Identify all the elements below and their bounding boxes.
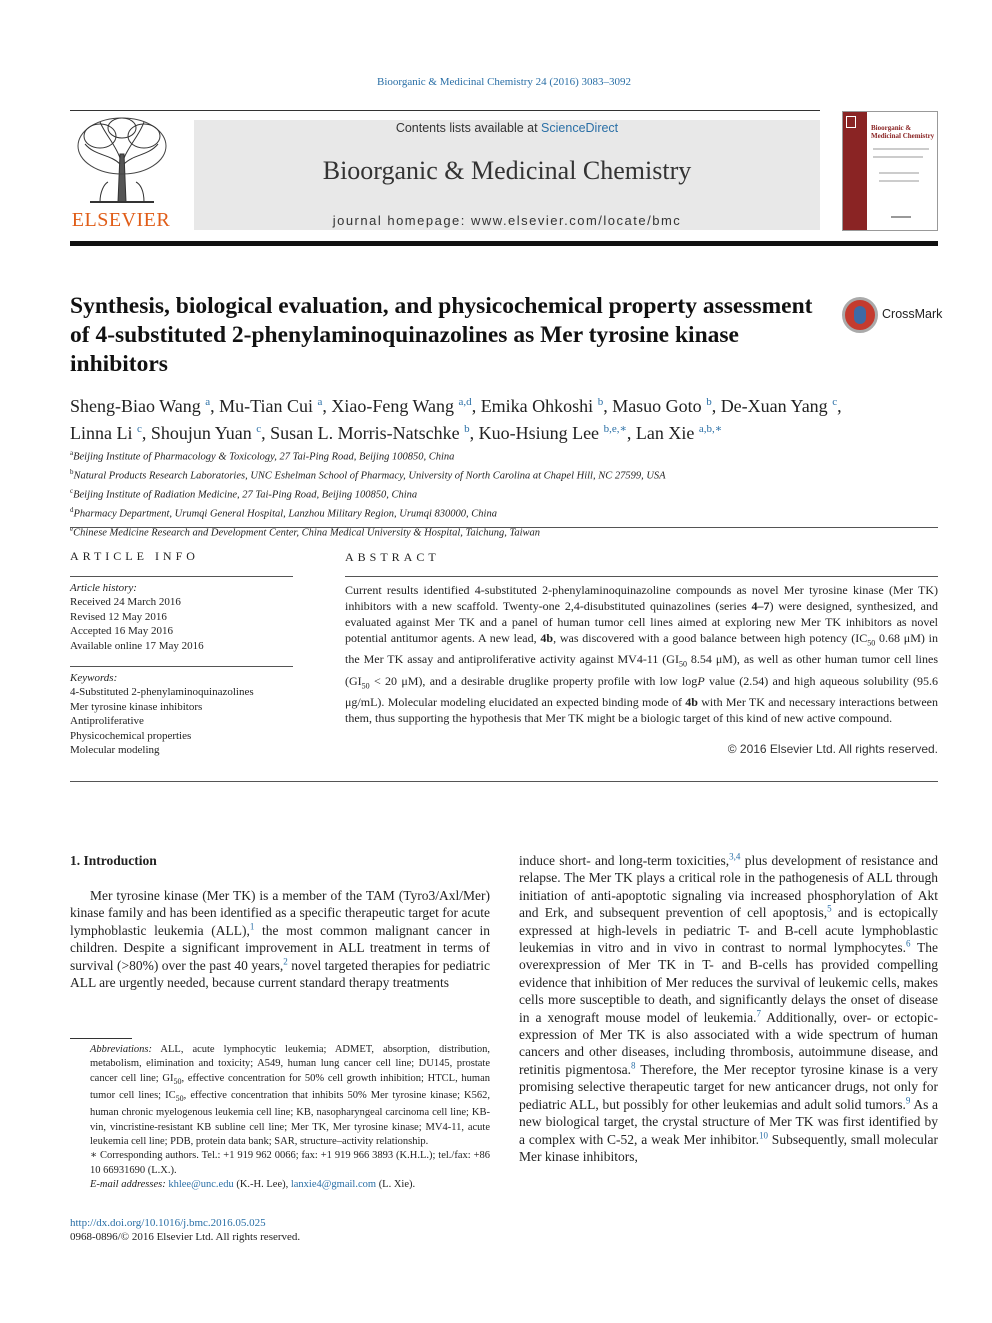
section-rule — [70, 527, 938, 528]
reference-link[interactable]: 1 — [249, 921, 255, 932]
author-affiliation-marker[interactable]: a,b,∗ — [698, 423, 723, 435]
introduction-heading: 1. Introduction — [70, 853, 157, 868]
author-separator: , — [711, 396, 721, 416]
author-name[interactable]: Emika Ohkoshi — [480, 396, 594, 416]
author-name[interactable]: Sheng-Biao Wang — [70, 396, 201, 416]
affiliation-text: Chinese Medicine Research and Development Center, China Medical University & Hospital, Taichung, Taiwan — [73, 527, 541, 539]
header-thick-rule — [70, 241, 938, 246]
elsevier-wordmark: ELSEVIER — [71, 209, 171, 231]
cover-line — [873, 148, 929, 150]
keyword-item: Antiproliferative — [70, 715, 144, 728]
author-name[interactable]: Linna Li — [70, 423, 133, 443]
reference-link[interactable]: 6 — [905, 938, 911, 949]
author-name[interactable]: Shoujun Yuan — [150, 423, 252, 443]
article-info-heading: ARTICLE INFO — [70, 549, 199, 563]
history-label: Article history: — [70, 582, 137, 594]
author-affiliation-marker[interactable]: c — [256, 423, 262, 435]
cover-line — [891, 216, 911, 218]
author-affiliation-marker[interactable]: a — [205, 396, 211, 408]
intro-left-column: Mer tyrosine kinase (Mer TK) is a member of the TAM (Tyro3/Axl/Mer) kinase family and has been identified as a specific therapeutic target for acute lymphoblastic leukemia (ALL),$^1$ the most common malignant cancer in children. Despite a significant improvement in ALL treatment in terms of survival (>80%) over the past 40 years,$^2$ novel targeted therapies for pediatric ALL are urgently needed, because current standard therapy treatments — [70, 888, 490, 991]
contents-line — [194, 121, 820, 135]
keyword-item: Physicochemical properties — [70, 729, 192, 742]
journal-banner — [194, 120, 820, 230]
affiliation-key: e — [70, 524, 74, 533]
author-name[interactable]: Masuo Goto — [612, 396, 702, 416]
intro-right-column: induce short- and long-term toxicities,$^{3,4}$ plus development of resistance and relapse. The Mer TK plays a critical role in the pathogenesis of ALL through initiation of anti-apoptotic signaling via increased phosphorylation of Akt and Erk, and subsequent prevention of cell apoptosis,$^5$ and is ectopically expressed at high-levels in pediatric T- and B-cell acute lymphoblastic leukemias in vitro and in vivo in contrast to normal lymphocytes.$^6$ The overexpression of Mer TK in T- and B-cells has provided compelling evidence that inhibition of Mer reduces the survival of leukemic cells, makes cells more susceptible to death, and significantly delays the onset of disease in a xenograft mouse model of leukemia.$^7$ Additionally, over- or ectopic-expression of Mer TK is also associated with a wide spectrum of human cancers and other diseases, including thrombosis, autoimmune disease, and retinitis pigmentosa.$^8$ Therefore, the Mer receptor tyrosine kinase is a very promising selective therapeutic target for new anticancer drugs, not only for pediatric ALL, but possibly for other leukemias and adult solid tumors.$^9$ As a new biological target, the crystal structure of Mer TK was first identified by a complex with C-52, a weak Mer inhibitor.$^{10}$ Subsequently, small molecular Mer kinase inhibitors, — [519, 851, 939, 1164]
author-name[interactable]: Mu-Tian Cui — [219, 396, 313, 416]
history-item: Accepted 16 May 2016 — [70, 625, 173, 638]
journal-title: Bioorganic & Medicinal Chemistry — [322, 156, 692, 185]
cover-line — [879, 180, 919, 182]
footnotes — [70, 1043, 490, 1192]
affiliation-item — [70, 465, 940, 484]
email-footnote: E-mail addresses: khlee@unc.edu (K.-H. Lee), lanxie4@gmail.com (L. Xie). — [90, 1178, 416, 1190]
tree-icon — [70, 114, 172, 206]
crossmark-badge[interactable] — [842, 297, 942, 333]
email-link[interactable]: lanxie4@gmail.com — [290, 1178, 377, 1190]
history-item: Available online 17 May 2016 — [70, 639, 204, 652]
article-info-rule — [70, 576, 293, 577]
affiliation-text: Pharmacy Department, Urumqi General Hospital, Lanzhou Military Region, Urumqi 830000, China — [73, 508, 497, 520]
author-affiliation-marker[interactable]: b — [706, 396, 712, 408]
cover-line — [873, 156, 923, 158]
article-history — [70, 581, 293, 653]
abbreviations-footnote: Abbreviations: ALL, acute lymphocytic leukemia; ADMET, absorption, distribution, metabolism, elimination and toxicity; A549, human lung cancer cell line; DU145, prostate cancer cell line; $GI_{50}$, effective concentration for 50% cell growth inhibition; HTCL, human tumor cell lines; $IC_{50}$, effective concentration that inhibits 50% Mer tyrosine kinase; K562, human chronic myelogenous leukemia cell line; KB, nasopharyngeal carcinoma cell line; KB-vin, vincristine-resistant KB subline cell line; Mer TK, Mer tyrosine kinase; MV4-11, acute leukemia cell line; PDB, protein data bank; SAR, structure–activity relationship. — [90, 1044, 490, 1147]
reference-link[interactable]: 5 — [827, 903, 832, 914]
affiliation-key: d — [70, 505, 74, 514]
author-separator: , — [261, 423, 271, 443]
keyword-item: Mer tyrosine kinase inhibitors — [70, 700, 203, 713]
author-separator: , — [322, 396, 332, 416]
reference-link[interactable]: 8 — [630, 1060, 636, 1071]
affiliation-key: b — [70, 467, 74, 476]
abstract-copyright: © 2016 Elsevier Ltd. All rights reserved. — [727, 742, 938, 756]
author-affiliation-marker[interactable]: a,d — [458, 396, 472, 408]
reference-link[interactable]: 2 — [283, 956, 288, 967]
author-name[interactable]: De-Xuan Yang — [720, 396, 828, 416]
keywords-label: Keywords: — [70, 672, 118, 684]
article-title: Synthesis, biological evaluation, and physicochemical property assessment of 4-substituted 2-phenylaminoquinazolines as Mer tyrosine kinase inhibitors — [70, 293, 813, 377]
crossmark-icon — [842, 297, 878, 333]
affiliation-item — [70, 484, 940, 503]
journal-homepage-link[interactable]: journal homepage: www.elsevier.com/locate/bmc — [332, 213, 682, 228]
journal-cover-thumbnail[interactable] — [842, 111, 938, 231]
affiliation-key: c — [70, 486, 74, 495]
author-name[interactable]: Lan Xie — [635, 423, 695, 443]
cover-logo-icon — [846, 116, 856, 128]
keyword-item: Molecular modeling — [70, 744, 160, 757]
crossmark-icon-inner — [854, 306, 866, 324]
affiliation-text: Natural Products Research Laboratories, UNC Eshelman School of Pharmacy, University of North Carolina at Chapel Hill, NC 27599, USA — [73, 470, 666, 482]
author-list — [70, 391, 940, 445]
affiliation-text: Beijing Institute of Pharmacology & Toxicology, 27 Tai-Ping Road, Beijing 100850, China — [73, 451, 455, 463]
article-info-rule — [70, 666, 293, 667]
abstract-text: Current results identified 4-substituted 2-phenylaminoquinazoline compounds as novel Mer tyrosine kinase (Mer TK) inhibitors with a new scaffold. Twenty-one 2,4-disubstituted quinazolines (series 4–7) were designed, synthesized, and evaluated against Mer TK and a panel of human tumor cell lines aimed at exploring new Mer TK inhibitors as novel potential antitumor agents. A new lead, 4b, was discovered with a good balance between high potency ($IC_{50}$ 0.68 μM) in the Mer TK assay and antiproliferative activity against MV4-11 ($GI_{50}$ 8.54 μM), as well as other human tumor cell lines ($GI_{50} < 20$ μM), and a desirable druglike property profile with low logP value (2.54) and high aqueous solubility (95.6 μg/mL). Molecular modeling elucidated an expected binding mode of 4b with Mer TK and necessary interactions between them, thus supporting the hypothesis that Mer TK might be a biologic target of this kind of new active compound. — [345, 583, 939, 726]
history-item: Received 24 March 2016 — [70, 596, 181, 609]
reference-link[interactable]: 3,4 — [729, 851, 741, 862]
reference-link[interactable]: 7 — [756, 1008, 761, 1019]
affiliation-item — [70, 503, 940, 522]
author-separator: , — [626, 423, 636, 443]
cover-line — [879, 172, 919, 174]
affiliation-text: Beijing Institute of Radiation Medicine, 27 Tai-Ping Road, Beijing 100850, China — [73, 489, 418, 501]
footnote-rule — [70, 1038, 132, 1039]
author-affiliation-marker[interactable]: c — [832, 396, 838, 408]
author-separator: , — [210, 396, 220, 416]
reference-link[interactable]: 10 — [758, 1130, 768, 1140]
history-item: Revised 12 May 2016 — [70, 610, 167, 623]
author-affiliation-marker[interactable]: c — [136, 423, 142, 435]
affiliation-key: a — [70, 449, 74, 457]
sciencedirect-link[interactable]: ScienceDirect — [541, 121, 619, 135]
author-name[interactable]: Kuo-Hsiung Lee — [478, 423, 600, 443]
cover-spine — [843, 112, 867, 230]
author-affiliation-marker[interactable]: b — [597, 396, 604, 408]
elsevier-logo[interactable] — [70, 114, 172, 232]
email-link[interactable]: khlee@unc.edu — [168, 1178, 234, 1190]
author-separator: , — [603, 396, 613, 416]
reference-link[interactable]: 9 — [905, 1095, 911, 1106]
doi-link[interactable]: http://dx.doi.org/10.1016/j.bmc.2016.05.025 — [70, 1217, 266, 1229]
abstract-rule — [345, 576, 938, 577]
journal-citation[interactable]: Bioorganic & Medicinal Chemistry 24 (2016) 3083–3092 — [377, 76, 631, 88]
author-name[interactable]: Susan L. Morris-Natschke — [270, 423, 460, 443]
author-affiliation-marker[interactable]: b,e,∗ — [603, 423, 627, 435]
section-rule — [70, 781, 938, 782]
abstract-heading: ABSTRACT — [345, 550, 440, 564]
header-rule — [70, 110, 820, 111]
crossmark-label: CrossMark — [882, 307, 943, 321]
keywords — [70, 671, 293, 757]
author-separator: , — [471, 396, 481, 416]
affiliation-item — [70, 446, 940, 465]
contents-prefix: Contents lists available at — [395, 121, 542, 135]
author-name[interactable]: Xiao-Feng Wang — [331, 396, 455, 416]
affiliation-item — [70, 522, 940, 541]
author-separator: , — [141, 423, 151, 443]
author-affiliation-marker[interactable]: a — [317, 396, 323, 408]
issn-copyright: 0968-0896/© 2016 Elsevier Ltd. All rights reserved. — [70, 1231, 301, 1243]
cover-title: Bioorganic & Medicinal Chemistry — [871, 124, 935, 140]
keyword-item: 4-Substituted 2-phenylaminoquinazolines — [70, 686, 254, 699]
corresponding-author-footnote: ∗ Corresponding authors. Tel.: +1 919 962 0066; fax: +1 919 966 3893 (K.H.L.); tel./fax: +86 10 66931690 (L.X.). — [90, 1150, 490, 1176]
author-separator: , — [469, 423, 479, 443]
author-affiliation-marker[interactable]: b — [464, 423, 470, 435]
author-separator: , — [837, 396, 842, 416]
